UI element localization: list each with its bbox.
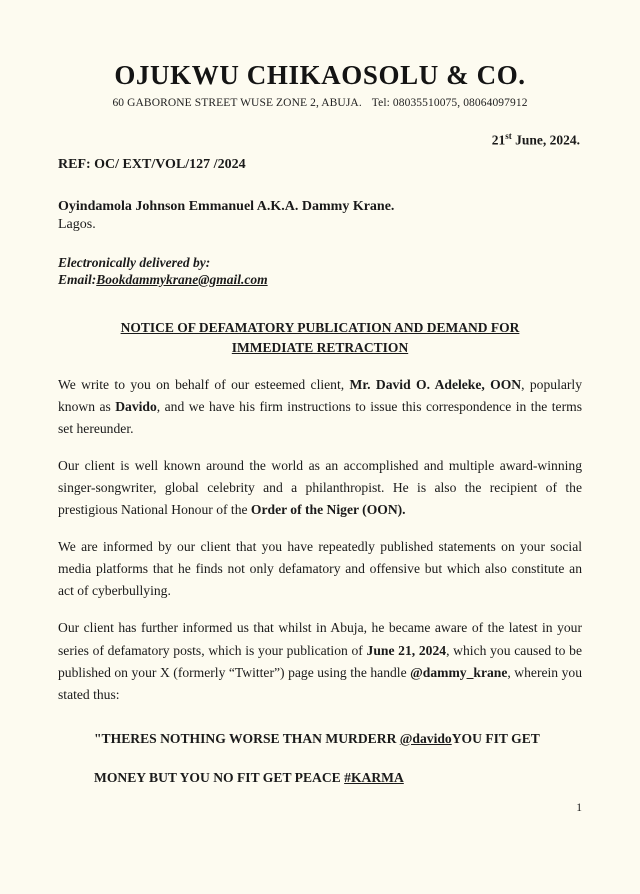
paragraph-3: We are informed by our client that you have repeatedly published statements on your social media platforms that he finds not only defamatory and offensive but which also constitute an act of cyberbullying. [58,539,582,599]
quote-mention-davido: @davido [399,730,452,746]
client-name: Mr. David O. Adeleke, OON [349,377,522,393]
subject-line-1: NOTICE OF DEFAMATORY PUBLICATION AND DEMAND FOR [120,319,520,335]
email-label: Email: [58,271,97,287]
p4-part-c: , which you caused to be published on your X (formerly “Twitter”) page using the handle [58,642,582,680]
paragraph-4 [58,617,582,705]
date-ordinal: st [505,131,512,141]
paragraph-2 [58,455,582,521]
recipient-email-link[interactable]: Bookdammykrane@gmail.com [96,271,268,287]
firm-street-address: 60 GABORONE STREET WUSE ZONE 2, ABUJA. [112,97,362,109]
reference-number: REF: OC/ EXT/VOL/127 /2024 [58,156,246,172]
date-rest: June, 2024. [511,132,580,148]
quote-part-c: YOU FIT GET [451,730,540,746]
client-stage-name: Davido [115,399,157,415]
publication-date: June 21, 2024 [366,642,447,658]
national-honour: Order of the Niger (OON). [250,502,406,518]
subject-line-2: IMMEDIATE RETRACTION [231,340,409,356]
p1-part-a: We write to you on behalf of our esteemed client, [58,377,350,393]
quote-line2-part-a: MONEY BUT YOU NO FIT GET PEACE [94,770,345,786]
recipient-city: Lagos. [58,216,96,232]
p4-part-e: , wherein you stated thus: [58,664,582,702]
p4-part-a: Our client has further informed us that whilst in Abuja, he became aware of the latest in your series of defamatory posts, which is your publication of [58,620,582,658]
social-handle: @dammy_krane [410,664,508,680]
paragraph-1 [58,374,582,440]
letter-date [58,131,580,149]
date-day: 21 [491,132,506,148]
firm-address [58,97,582,109]
firm-telephone: Tel: 08035510075, 08064097912 [371,97,528,109]
p2-part-a: Our client is well known around the world as an accomplished and multiple award-winning singer-songwriter, global celebrity and a philanthropist. He is also the recipient of the prestigious National Honour of the [58,458,582,518]
quoted-post-line-1 [94,728,582,750]
quote-part-a: "THERES NOTHING WORSE THAN MURDERR [94,730,400,746]
quote-hashtag-karma: #KARMA [344,770,404,786]
p1-part-e: , and we have his firm instructions to issue this correspondence in the terms set hereunder. [58,399,582,437]
delivery-method: Electronically delivered by: [58,254,211,270]
subject-heading [58,318,582,360]
quoted-post-line-2 [94,767,582,789]
recipient-block [58,199,582,233]
page-number: 1 [576,802,582,814]
letterhead [58,60,582,109]
recipient-name: Oyindamola Johnson Emmanuel A.K.A. Dammy Krane. [58,198,395,214]
delivery-block [58,255,582,288]
delivery-email-row [58,272,582,288]
firm-name: OJUKWU CHIKAOSOLU & CO. [114,60,526,90]
p1-part-c: , popularly known as [58,377,582,415]
